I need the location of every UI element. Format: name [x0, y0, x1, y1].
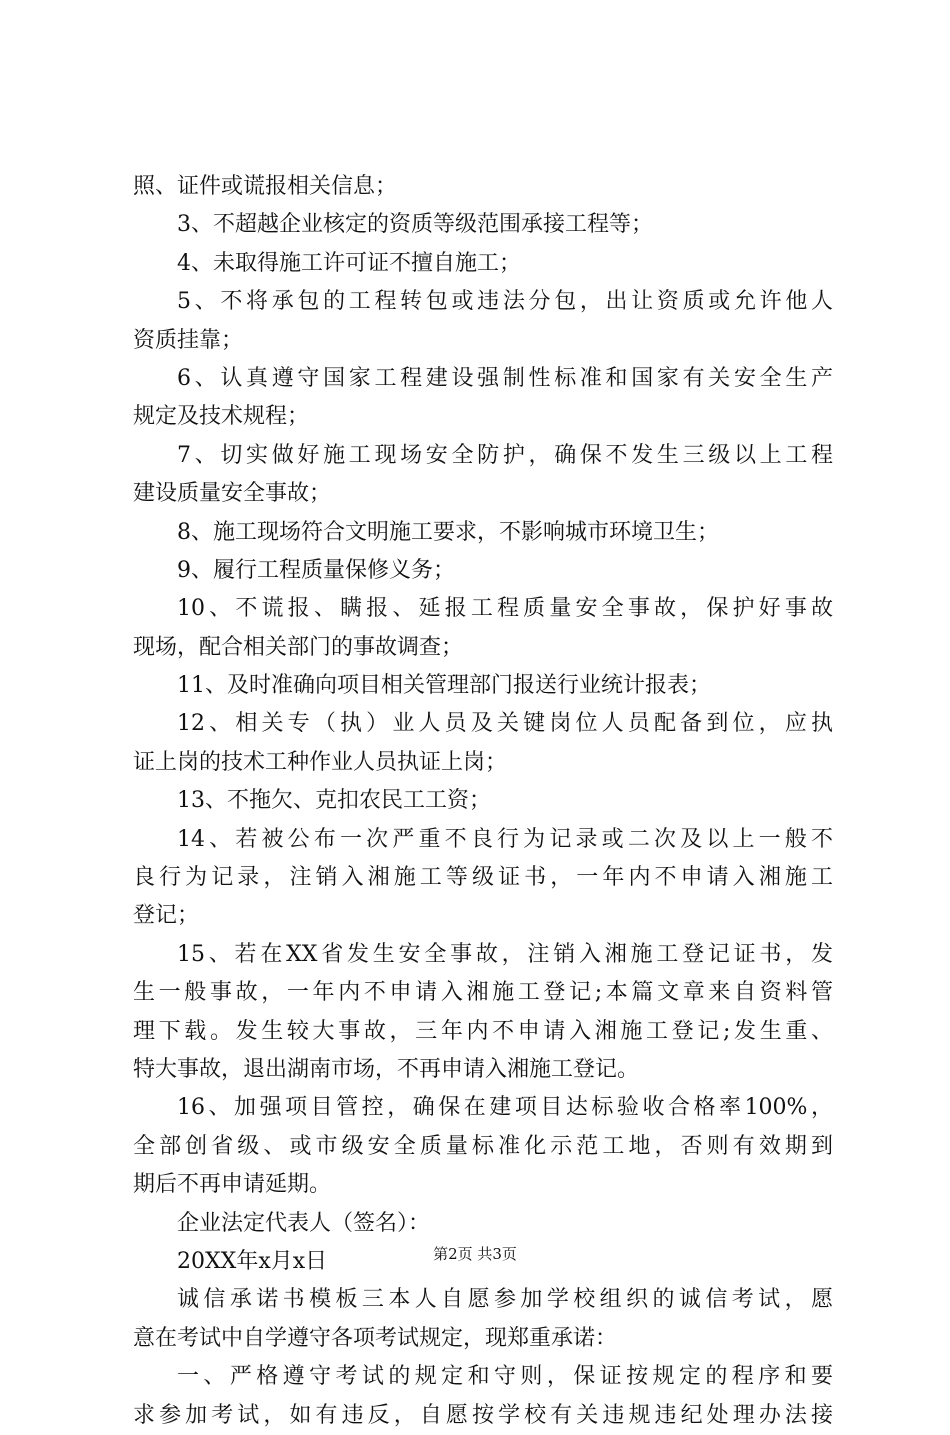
- text-line: 7、切实做好施工现场安全防护，确保不发生三级以上工程: [177, 442, 833, 468]
- text-line: 照、证件或谎报相关信息；: [133, 174, 398, 199]
- text-line: 12、相关专（执）业人员及关键岗位人员配备到位，应执: [177, 711, 833, 737]
- text-line: 13、不拖欠、克扣农民工工资；: [177, 788, 491, 814]
- text-line: 5、不将承包的工程转包或违法分包，出让资质或允许他人: [177, 289, 833, 315]
- text-line: 特大事故，退出湖南市场，不再申请入湘施工登记。: [133, 1056, 640, 1082]
- text-line: 现场，配合相关部门的事故调查；: [133, 634, 464, 660]
- text-line: 建设质量安全事故；: [133, 481, 332, 507]
- text-line: 规定及技术规程；: [133, 404, 310, 430]
- text-line: 意在考试中自学遵守各项考试规定，现郑重承诺：: [133, 1325, 618, 1351]
- text-line: 8、施工现场符合文明施工要求，不影响城市环境卫生；: [177, 519, 719, 545]
- text-line: 14、若被公布一次严重不良行为记录或二次及以上一般不: [177, 826, 833, 852]
- text-line: 理下载。发生较大事故，三年内不申请入湘施工登记;发生重、: [133, 1018, 833, 1044]
- text-line: 一、严格遵守考试的规定和守则，保证按规定的程序和要: [177, 1364, 833, 1390]
- text-line: 全部创省级、或市级安全质量标准化示范工地，否则有效期到: [133, 1133, 833, 1159]
- text-line: 9、履行工程质量保修义务；: [177, 557, 455, 583]
- text-line: 11、及时准确向项目相关管理部门报送行业统计报表；: [177, 673, 711, 699]
- text-line: 4、未取得施工许可证不擅自施工；: [177, 250, 521, 276]
- text-line: 良行为记录，注销入湘施工等级证书，一年内不申请入湘施工: [133, 865, 833, 891]
- text-line: 16、加强项目管控，确保在建项目达标验收合格率100%，: [177, 1095, 833, 1121]
- text-line: 10、不谎报、瞒报、延报工程质量安全事故，保护好事故: [177, 596, 833, 622]
- text-line: 3、不超越企业核定的资质等级范围承接工程等；: [177, 212, 653, 238]
- text-line: 证上岗的技术工种作业人员执证上岗；: [133, 749, 508, 775]
- text-line: 登记；: [133, 903, 200, 929]
- text-line: 期后不再申请延期。: [133, 1172, 332, 1198]
- text-line: 生一般事故，一年内不申请入湘施工登记;本篇文章来自资料管: [133, 980, 833, 1006]
- text-line: 企业法定代表人（签名）：: [177, 1210, 431, 1236]
- text-line: 6、认真遵守国家工程建设强制性标准和国家有关安全生产: [177, 365, 833, 391]
- text-line: 诚信承诺书模板三本人自愿参加学校组织的诚信考试，愿: [177, 1287, 833, 1313]
- text-line: 20XX年x月x日: [177, 1248, 328, 1274]
- text-line: 求参加考试，如有违反，自愿按学校有关违规违纪处理办法接: [133, 1402, 833, 1428]
- page-footer: 第2页 共3页: [433, 1245, 517, 1263]
- text-line: 15、若在XX省发生安全事故，注销入湘施工登记证书，发: [177, 941, 833, 967]
- text-line: 资质挂靠；: [133, 327, 244, 353]
